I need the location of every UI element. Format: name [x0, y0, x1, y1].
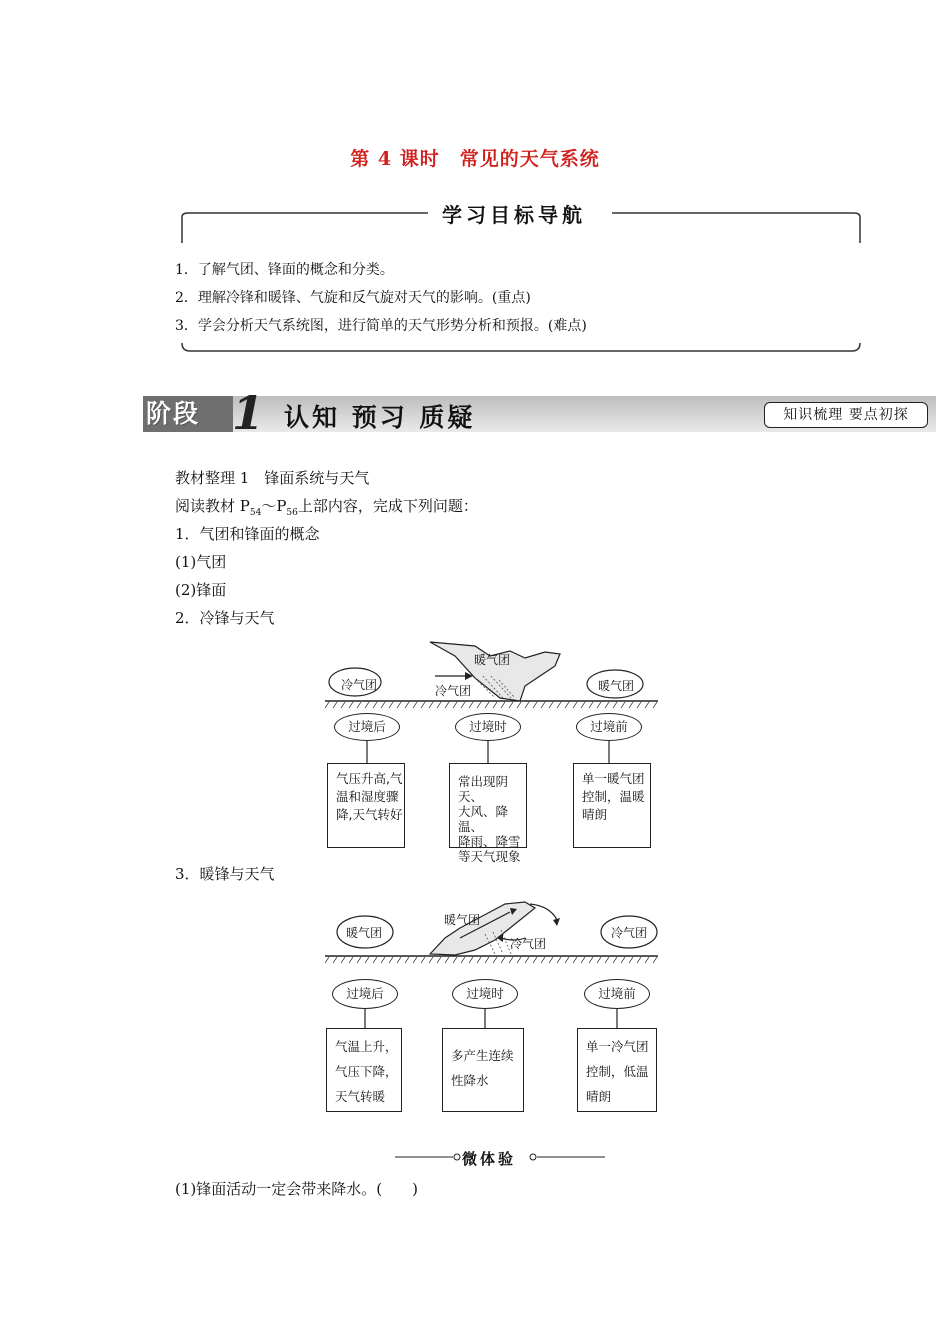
item-2: 2．冷锋与天气 — [175, 609, 275, 627]
cold-box-after: 气压升高,气 温和湿度骤 降,天气转好 — [327, 763, 405, 848]
cold-box-before: 单一暖气团 控制，温暖 晴朗 — [573, 763, 651, 848]
warm-box-before: 单一冷气团 控制，低温 晴朗 — [577, 1028, 657, 1112]
warm-oval-before: 过境前 — [584, 979, 650, 1009]
intro-line: 阅读教材 $P_{54}\sim P_{56}$上部内容，完成下列问题： — [175, 497, 478, 518]
item-3: 3．暖锋与天气 — [175, 865, 275, 883]
cold-box-during: 常出现阴天、 大风、降温、 降雨、降雪 等天气现象 — [449, 763, 527, 848]
cold-oval-before: 过境前 — [576, 713, 642, 741]
stage-title: 认知 预习 质疑 — [284, 403, 476, 432]
micro-heading: 微体验 — [462, 1150, 517, 1168]
item-1a: (1)气团 — [175, 553, 227, 571]
goals-heading: 学习目标导航 — [436, 199, 592, 228]
goal-item: 2．理解冷锋和暖锋、气旋和反气旋对天气的影响。(重点) — [175, 290, 531, 306]
goal-item: 3．学会分析天气系统图，进行简单的天气形势分析和预报。(难点) — [175, 318, 587, 334]
warm-oval-during: 过境时 — [452, 979, 518, 1009]
warm-oval-after: 过境后 — [332, 979, 398, 1009]
item-1: 1．气团和锋面的概念 — [175, 525, 320, 543]
cold-right-cloud-label: 暖气团 — [598, 679, 635, 693]
page-title: 第 4 课时 常见的天气系统 — [350, 148, 600, 170]
goal-item: 1．了解气团、锋面的概念和分类。 — [175, 262, 394, 278]
section-title: 教材整理 1 锋面系统与天气 — [175, 469, 370, 487]
warm-left-cloud-label: 暖气团 — [346, 926, 383, 940]
micro-question-1: (1)锋面活动一定会带来降水。( ) — [175, 1180, 418, 1198]
warm-box-after: 气温上升， 气压下降， 天气转暖 — [326, 1028, 402, 1112]
cold-oval-after: 过境后 — [334, 713, 400, 741]
cold-oval-during: 过境时 — [455, 713, 521, 741]
stage-number: 1 — [232, 386, 265, 440]
warm-box-during: 多产生连续 性降水 — [442, 1028, 524, 1112]
stage-tag: 知识梳理 要点初探 — [764, 402, 928, 428]
warm-warm-air-label: 暖气团 — [444, 913, 481, 927]
cold-cold-air-label: 冷气团 — [435, 684, 472, 698]
warm-cold-air-label: 冷气团 — [510, 937, 547, 951]
stage-label: 阶段 — [146, 399, 201, 428]
warm-right-cloud-label: 冷气团 — [611, 926, 648, 940]
item-1b: (2)锋面 — [175, 581, 227, 599]
cold-left-cloud-label: 冷气团 — [341, 678, 378, 692]
cold-warm-air-label: 暖气团 — [474, 653, 511, 667]
